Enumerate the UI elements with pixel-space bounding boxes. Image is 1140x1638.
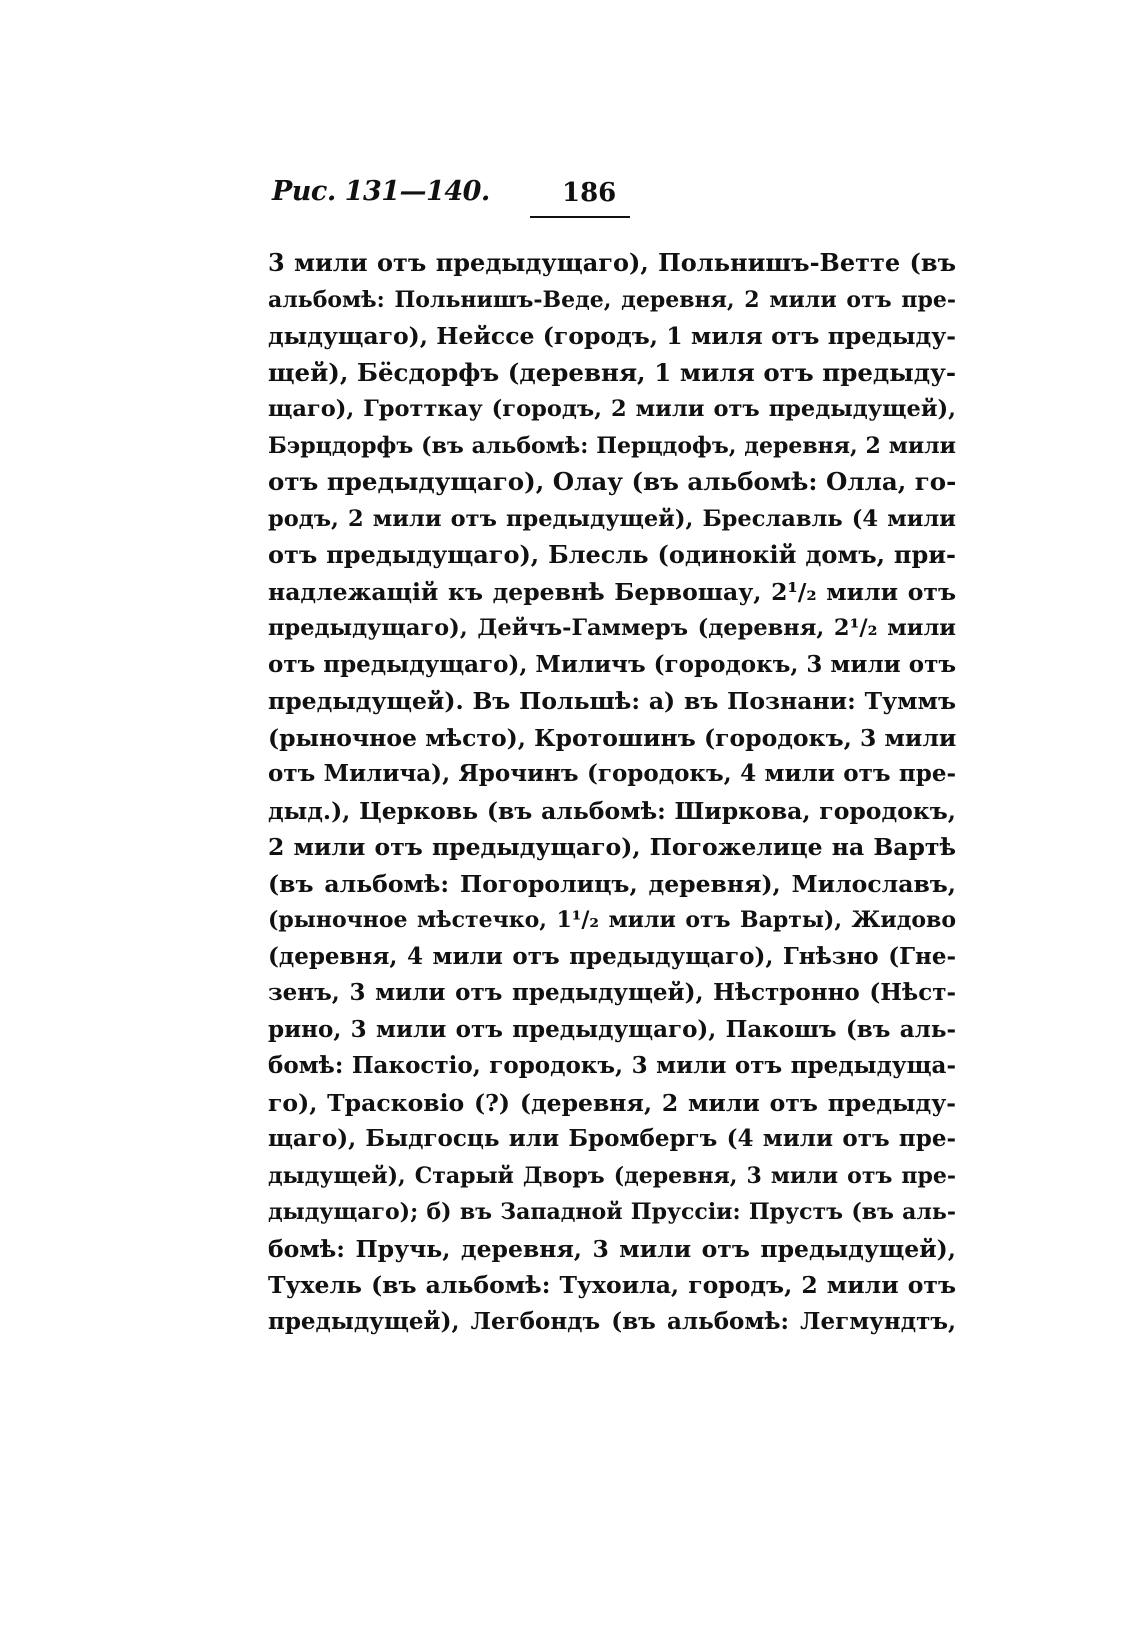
text-line: родъ, 2 мили отъ предыдущей), Бреславль (4 мили — [268, 505, 956, 532]
text-line: 3 мили отъ предыдущаго), Польнишъ-Ветте (въ — [268, 248, 956, 277]
page-number: 186 — [562, 178, 617, 208]
text-line: отъ предыдущаго), Олау (въ альбомѣ: Олла, го- — [268, 467, 956, 496]
text-line: альбомѣ: Польнишъ-Веде, деревня, 2 мили отъ пре- — [268, 286, 956, 313]
text-line: щаго), Быдгосць или Бромбергъ (4 мили отъ пре- — [268, 1125, 956, 1152]
text-line: отъ предыдущаго), Блесль (одинокій домъ, при- — [268, 540, 956, 569]
text-line: бомѣ: Пакостіо, городокъ, 3 мили отъ предыдуща- — [268, 1052, 956, 1079]
text-line: рино, 3 мили отъ предыдущаго), Пакошъ (въ аль- — [268, 1015, 956, 1043]
text-line: дыдущаго), Нейссе (городъ, 1 миля отъ предыду- — [268, 322, 956, 350]
text-line: надлежащій къ деревнѣ Бервошау, 2¹/₂ мили отъ — [268, 577, 956, 606]
text-line: предыдущаго), Дейчъ-Гаммеръ (деревня, 2¹/₂ мили — [268, 615, 956, 641]
running-head — [272, 176, 652, 216]
text-line: щей), Бёсдорфъ (деревня, 1 миля отъ предыду- — [268, 357, 956, 387]
page-number-rule — [530, 216, 630, 218]
text-line: щаго), Гротткау (городъ, 2 мили отъ предыдущей), — [268, 396, 956, 422]
text-line: бомѣ: Пручь, деревня, 3 мили отъ предыдущей), — [268, 1234, 956, 1263]
text-line: Тухель (въ альбомѣ: Тухоила, городъ, 2 мили отъ — [268, 1271, 956, 1299]
text-line: го), Трасковіо (?) (деревня, 2 мили отъ предыду- — [268, 1088, 956, 1117]
text-line: 2 мили отъ предыдущаго), Погожелице на Вартѣ — [268, 833, 956, 861]
text-line: (деревня, 4 мили отъ предыдущаго), Гнѣзно (Гне- — [268, 942, 956, 970]
text-line: дыдущей), Старый Дворъ (деревня, 3 мили отъ пре- — [268, 1162, 956, 1189]
text-line: (рыночное мѣстечко, 1¹/₂ мили отъ Варты), Жидово — [268, 907, 956, 933]
text-line: предыдущей), Легбондъ (въ альбомѣ: Легмундтъ, — [268, 1307, 956, 1335]
text-line: дыдущаго); б) въ Западной Пруссіи: Прустъ (въ аль- — [268, 1199, 956, 1225]
text-line: (рыночное мѣсто), Кротошинъ (городокъ, 3 мили — [268, 723, 956, 752]
text-line: зенъ, 3 мили отъ предыдущей), Нѣстронно (Нѣст- — [268, 979, 956, 1006]
text-line: предыдущей). Въ Польшѣ: а) въ Познани: Туммъ — [268, 687, 956, 715]
text-line: Бэрцдорфъ (въ альбомѣ: Перцдофъ, деревня, 2 мили — [268, 432, 956, 459]
text-line: отъ предыдущаго), Миличъ (городокъ, 3 мили отъ — [268, 650, 956, 678]
text-line: дыд.), Церковь (въ альбомѣ: Ширкова, городокъ, — [268, 796, 956, 825]
text-line: отъ Милича), Ярочинъ (городокъ, 4 мили отъ пре- — [268, 760, 956, 787]
figure-reference: Рис. 131—140. — [272, 176, 490, 207]
text-line: (въ альбомѣ: Погоролицъ, деревня), Милославъ, — [268, 869, 956, 898]
body-text — [268, 245, 956, 1340]
